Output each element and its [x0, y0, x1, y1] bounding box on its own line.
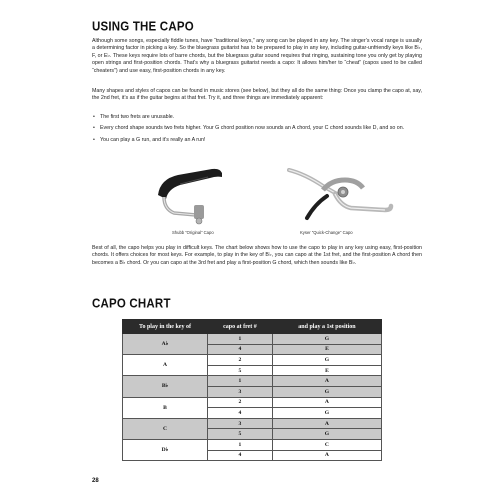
- kyser-capo-caption: Kyser “Quick-Change” Capo: [300, 230, 353, 235]
- page-number: 28: [92, 478, 99, 484]
- chord-cell: G: [272, 355, 381, 366]
- chord-cell: C: [272, 439, 381, 450]
- fret-cell: 2: [208, 397, 273, 408]
- list-item: • You can play a G run, and it’s really an A run!: [93, 136, 206, 143]
- table-row: [123, 334, 382, 345]
- fret-cell: 5: [208, 429, 273, 440]
- chord-cell: G: [272, 386, 381, 397]
- bullet-icon: •: [93, 136, 95, 143]
- key-cell: C: [123, 418, 208, 439]
- key-cell: A: [123, 355, 208, 376]
- list-item: • The first two frets are unusable.: [93, 114, 175, 120]
- capo-description-paragraph: Many shapes and styles of capos can be found in music stores (see below), but they all do the same thing: Once you clamp the capo at, say, the 2nd fret, it’s as if the guitar begins at that fret. Try it, and three things are immediately apparent:: [92, 88, 422, 102]
- table-row: [123, 418, 382, 429]
- chord-cell: A: [272, 397, 381, 408]
- section-title-using-the-capo: USING THE CAPO: [92, 20, 194, 34]
- fret-cell: 3: [208, 386, 273, 397]
- table-row: [123, 397, 382, 408]
- fret-cell: 1: [208, 334, 273, 345]
- table-row: [123, 376, 382, 387]
- capo-effects-list: [92, 114, 422, 148]
- chord-cell: G: [272, 429, 381, 440]
- chord-cell: G: [272, 408, 381, 419]
- fret-cell: 4: [208, 450, 273, 461]
- column-header-key: To play in the key of: [123, 320, 208, 334]
- fret-cell: 5: [208, 365, 273, 376]
- fret-cell: 4: [208, 344, 273, 355]
- chord-cell: A: [272, 418, 381, 429]
- bullet-icon: •: [93, 125, 95, 132]
- table-row: [123, 439, 382, 450]
- fret-cell: 4: [208, 408, 273, 419]
- key-cell: B: [123, 397, 208, 418]
- chord-cell: G: [272, 334, 381, 345]
- chord-cell: A: [272, 450, 381, 461]
- fret-cell: 2: [208, 355, 273, 366]
- chord-cell: A: [272, 376, 381, 387]
- table-header-row: [123, 320, 382, 334]
- kyser-capo-image: [285, 160, 395, 225]
- column-header-chord: and play a 1st position: [272, 320, 381, 334]
- column-header-fret: capo at fret #: [208, 320, 273, 334]
- chord-cell: E: [272, 344, 381, 355]
- table-row: [123, 355, 382, 366]
- key-cell: D♭: [123, 439, 208, 460]
- list-item: • Every chord shape sounds two frets higher. Your G chord position now sounds an A chord, your C chord sounds like D, and so on.: [93, 125, 405, 132]
- section-title-capo-chart: CAPO CHART: [92, 297, 171, 311]
- chord-cell: E: [272, 365, 381, 376]
- key-cell: A♭: [123, 334, 208, 355]
- fret-cell: 1: [208, 376, 273, 387]
- capo-chart-intro-paragraph: Best of all, the capo helps you play in difficult keys. The chart below shows how to use the capo to play in any key using easy, first-position chords. It offers choices for most keys. For example, to play in the key of B♭, you can capo at the 1st fret, and the first-position A chord then becomes a B♭ chord. Or you can capo at the 3rd fret and play a first-position G chord, which then sounds like B♭.: [92, 245, 422, 266]
- bullet-icon: •: [93, 114, 95, 120]
- shubb-capo-image: [150, 165, 240, 225]
- key-cell: B♭: [123, 376, 208, 397]
- shubb-capo-caption: Shubb “Original” Capo: [172, 230, 214, 235]
- fret-cell: 1: [208, 439, 273, 450]
- intro-paragraph: Although some songs, especially fiddle tunes, have “traditional keys,” any song can be played in any key. The singer’s vocal range is usually a determining factor in picking a key. So the bluegrass guitarist has to be prepared to play in any key, including guitar-unfriendly keys like B♭, F, or E♭. These keys require lots of barre chords, but the bluegrass guitar sound requires that ringing, sustaining tone you only get by playing open strings and first-position chords. That’s why a bluegrass guitarist needs a capo: It allows him/her to “cheat” (capos used to be called “cheaters”) and use easy, first-position chords in any key.: [92, 38, 422, 74]
- capo-chart-table: [122, 319, 382, 461]
- fret-cell: 3: [208, 418, 273, 429]
